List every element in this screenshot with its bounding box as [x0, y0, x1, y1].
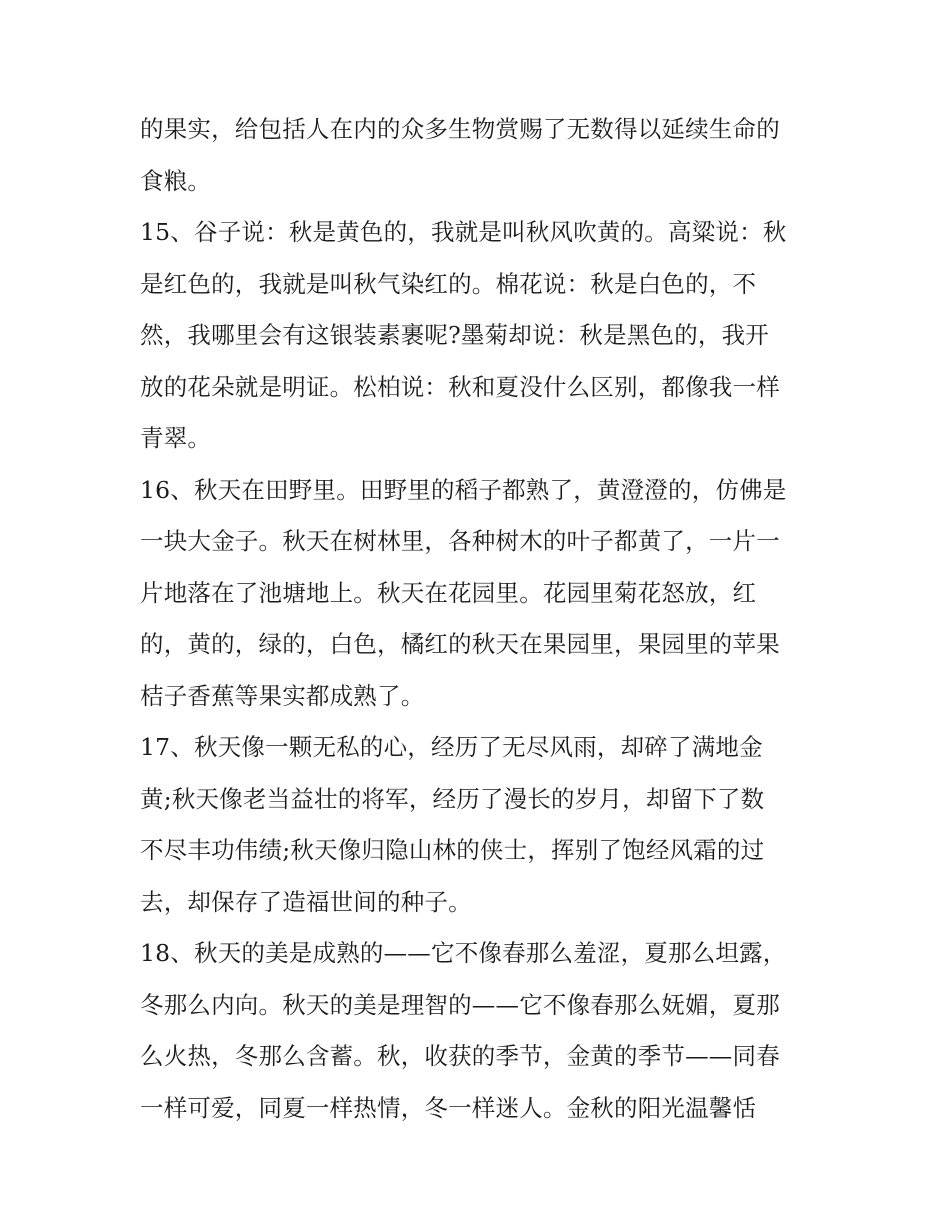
document-body	[140, 104, 830, 1134]
text-line: 去，却保存了造福世间的种子。	[140, 887, 472, 916]
text-line: 片地落在了池塘地上。秋天在花园里。花园里菊花怒放，红	[140, 578, 757, 607]
text-line: 黄;秋天像老当益壮的将军，经历了漫长的岁月，却留下了数	[140, 784, 765, 813]
text-line: 是红色的，我就是叫秋气染红的。棉花说：秋是白色的，不	[140, 269, 757, 298]
text-line: 16、秋天在田野里。田野里的稻子都熟了，黄澄澄的，仿佛是	[140, 475, 787, 504]
text-line: 食粮。	[140, 166, 212, 195]
text-line: 15、谷子说：秋是黄色的，我就是叫秋风吹黄的。高粱说：秋	[140, 218, 787, 246]
text-line: 放的花朵就是明证。松柏说：秋和夏没什么区别，都像我一样	[140, 372, 780, 401]
text-line: 一块大金子。秋天在树林里，各种树木的叶子都黄了，一片一	[140, 527, 780, 555]
text-line: 然，我哪里会有这银装素裹呢?墨菊却说：秋是黑色的，我开	[140, 321, 769, 349]
text-line: 不尽丰功伟绩;秋天像归隐山林的侠士，挥别了饱经风霜的过	[140, 836, 765, 864]
text-line: 17、秋天像一颗无私的心，经历了无尽风雨，却碎了满地金	[140, 733, 763, 761]
text-line: 的，黄的，绿的，白色，橘红的秋天在果园里，果园里的苹果	[140, 630, 780, 658]
text-line: 么火热，冬那么含蓄。秋，收获的季节，金黄的季节——同春	[140, 1042, 780, 1070]
text-line: 桔子香蕉等果实都成熟了。	[140, 681, 425, 710]
text-line: 一样可爱，同夏一样热情，冬一样迷人。金秋的阳光温馨恬	[140, 1093, 757, 1122]
text-line: 18、秋天的美是成熟的——它不像春那么羞涩，夏那么坦露，	[140, 939, 787, 967]
text-line: 的果实，给包括人在内的众多生物赏赐了无数得以延续生命的	[140, 115, 780, 143]
text-line: 青翠。	[140, 424, 212, 452]
text-line: 冬那么内向。秋天的美是理智的——它不像春那么妩媚，夏那	[140, 990, 780, 1019]
